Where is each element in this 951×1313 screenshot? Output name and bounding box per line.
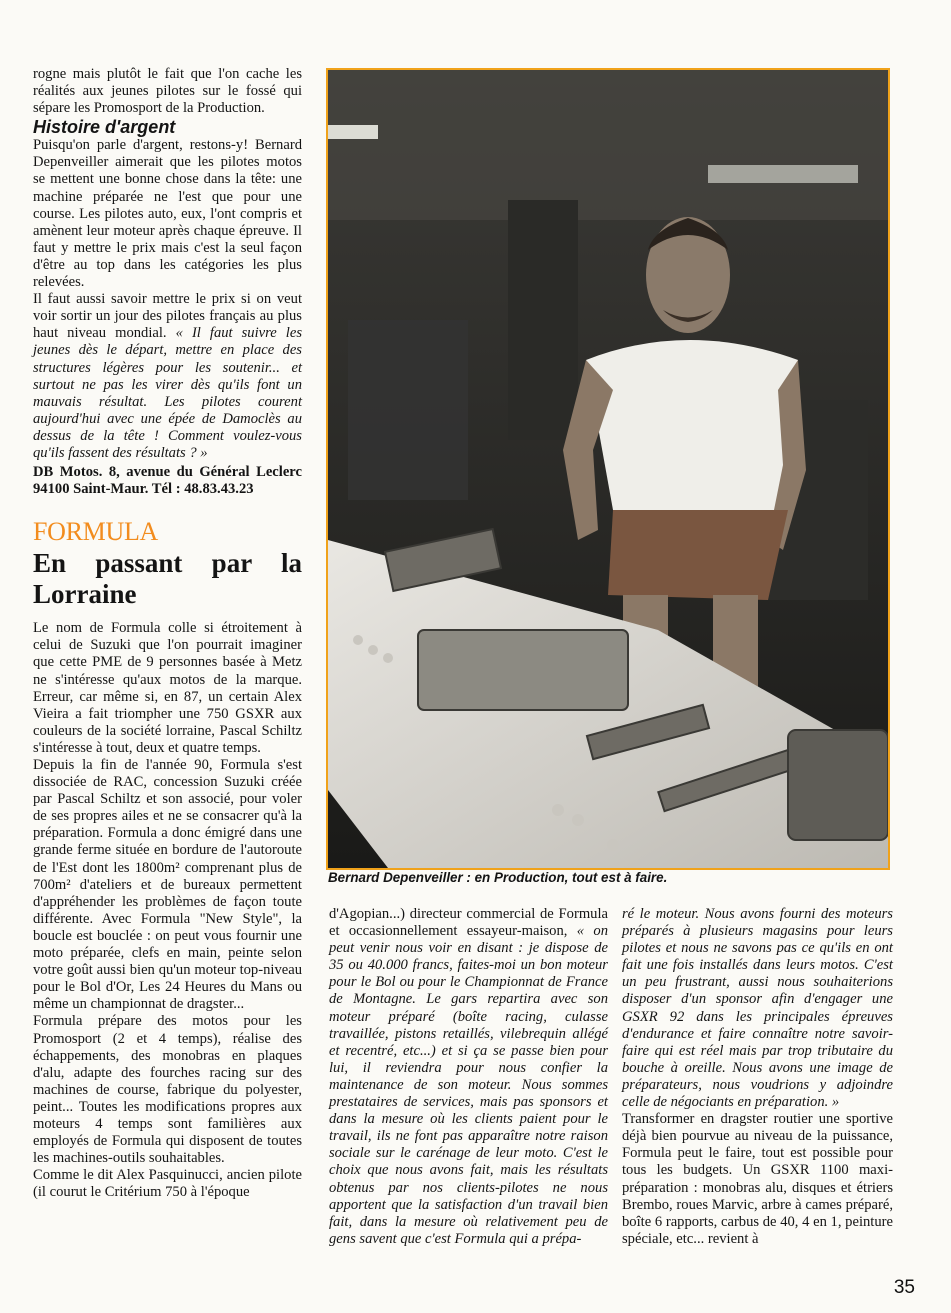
frame-edge: [326, 68, 328, 868]
page-number: 35: [893, 1277, 915, 1298]
section-heading: Histoire d'argent: [33, 117, 176, 138]
quote: « on peut venir nous voir en disant : je dispose de 35 ou 40.000 francs, faites-moi un bon moteur pour le Bol ou pour le Championnat de France de Montagne. Le gars repartira avec son moteur préparé (boîte racing, culasse travaillée, pistons retaillés, vilebrequin allégé et recentré, etc...) et si ça se passe bien pour lui, il reviendra pour nous confier la maintenance de son moteur. Nous sommes prestataires de services, mais pas sponsors et dans la mesure où les clients paient pour le travail, ils ne font pas apparaître notre raison sociale sur le carénage de leur moto. C'est le choix que nous avons fait, mais les résultats obtenus par nos clients-pilotes ne nous apportent que la satisfaction d'un travail bien fait, dans la mesure où relativement peu de gens savent que c'est Formula qui a prépa-: [329, 923, 608, 1247]
column-1: [33, 66, 302, 1201]
text: Il faut aussi savoir mettre le prix si on veut voir sortir un jour des pilotes français au plus haut niveau mondial.: [33, 291, 302, 342]
workshop-photo: [326, 68, 890, 870]
intro-paragraph: rogne mais plutôt le fait que l'on cache les réalités aux jeunes pilotes sur le fossé qui sépare les Promosport de la Production.: [33, 66, 302, 117]
text: d'Agopian...) directeur commercial de Formula et occasionnellement essayeur-maison,: [329, 906, 608, 940]
column-3: [622, 906, 893, 1248]
quote: « Il faut suivre les jeunes dès le départ, mettre en place des structures légères pour les soutenir... et surtout ne pas les virer dès qu'ils font un mauvais résultat. Les pilotes courent aujourd'hui avec une épée de Damoclès au dessus de la tête ! Comment voulez-vous qu'ils fassent des résultats ? »: [33, 325, 302, 461]
address: DB Motos. 8, avenue du Général Leclerc 94100 Saint-Maur. Tél : 48.83.43.23: [33, 464, 302, 498]
paragraph: Puisqu'on parle d'argent, restons-y! Bernard Depenveiller aimerait que les pilotes motos se mettent une bonne chose dans la tête: une machine préparée ne l'est que pour une course. Les pilotes auto, eux, l'ont compris et amènent leur moteur après chaque épreuve. Il faut y mettre le prix mais c'est la seul façon d'être au top dans les catégories les plus relevées.: [33, 137, 302, 291]
paragraph-with-quote: [329, 906, 608, 1248]
paragraph: Formula prépare des motos pour les Promosport (2 et 4 temps), réalise des échappements, des monobras en plaques d'alu, adapte des fourches racing sur des machines de course, fabrique du polyester, peint... Toutes les modifications propres aux moteurs 4 temps sont familières aux employés de Formula qui disposent de toutes les machines-outils souhaitables.: [33, 1013, 302, 1167]
paragraph-with-quote: [33, 291, 302, 462]
paragraph: Le nom de Formula colle si étroitement à celui de Suzuki que l'on pourrait imaginer que cette PME de 9 personnes basée à Metz ne s'intéresse qu'aux motos de la marque. Erreur, car même si, en 87, un certain Alex Vieira a fait triompher une 750 GSXR aux couleurs de la société lorraine, Pascal Schiltz s'intéresse à tout, deux et quatre temps.: [33, 620, 302, 756]
headline: En passant par la Lorraine: [33, 548, 302, 610]
paragraph: Depuis la fin de l'année 90, Formula s'est dissociée de RAC, concession Suzuki créée par Pascal Schiltz et son associé, pour voler de ses propres ailes et ne se consacrer qu'à la préparation. Formula a donc émigré dans une grande ferme située en bordure de l'autoroute de l'Est dont les 1800m² comprenant plus de 700m² d'ateliers et de bureaux permettent d'appréhender les problèmes de façon toute différente. Avec Formula "New Style", la boucle est bouclée : on peut vous fournir une moto préparée, clefs en main, peinte selon votre goût aussi bien qu'un moteur top-niveau pour le Bol d'Or, Les 24 Heures du Mans ou même un championnat de dragster...: [33, 757, 302, 1013]
photo-caption: Bernard Depenveiller : en Production, tout est à faire.: [328, 870, 668, 885]
photo-illustration: [328, 70, 888, 868]
quote: ré le moteur. Nous avons fourni des moteurs préparés à plusieurs magasins pour leurs pilotes et nous ne savons pas ce qu'ils en ont fait une fois installés dans leurs motos. C'est un peu frustrant, aussi nous souhaiterions disposer d'un sponsor afin d'engager une GSXR 92 dans les principales épreuves d'endurance et faire connaître notre savoir-faire qui est réel mais par trop tributaire du bouche à oreille. Nous avons une image de préparateurs, nous voudrions y adjoindre celle de négociants en préparation. »: [622, 906, 893, 1111]
paragraph: Comme le dit Alex Pasquinucci, ancien pilote (il courut le Critérium 750 à l'époque: [33, 1167, 302, 1201]
kicker: FORMULA: [33, 517, 159, 547]
paragraph: Transformer en dragster routier une sportive déjà bien pourvue au niveau de la puissance, Formula peut le faire, tout est possible pour tous les budgets. Un GSXR 1100 maxi-préparation : monobras alu, disques et étriers Brembo, roues Marvic, arbre à cames préparé, boîte 6 rapports, carbus de 40, 4 en 1, peinture spéciale, etc... revient à: [622, 1111, 893, 1247]
column-2: [329, 906, 608, 1248]
